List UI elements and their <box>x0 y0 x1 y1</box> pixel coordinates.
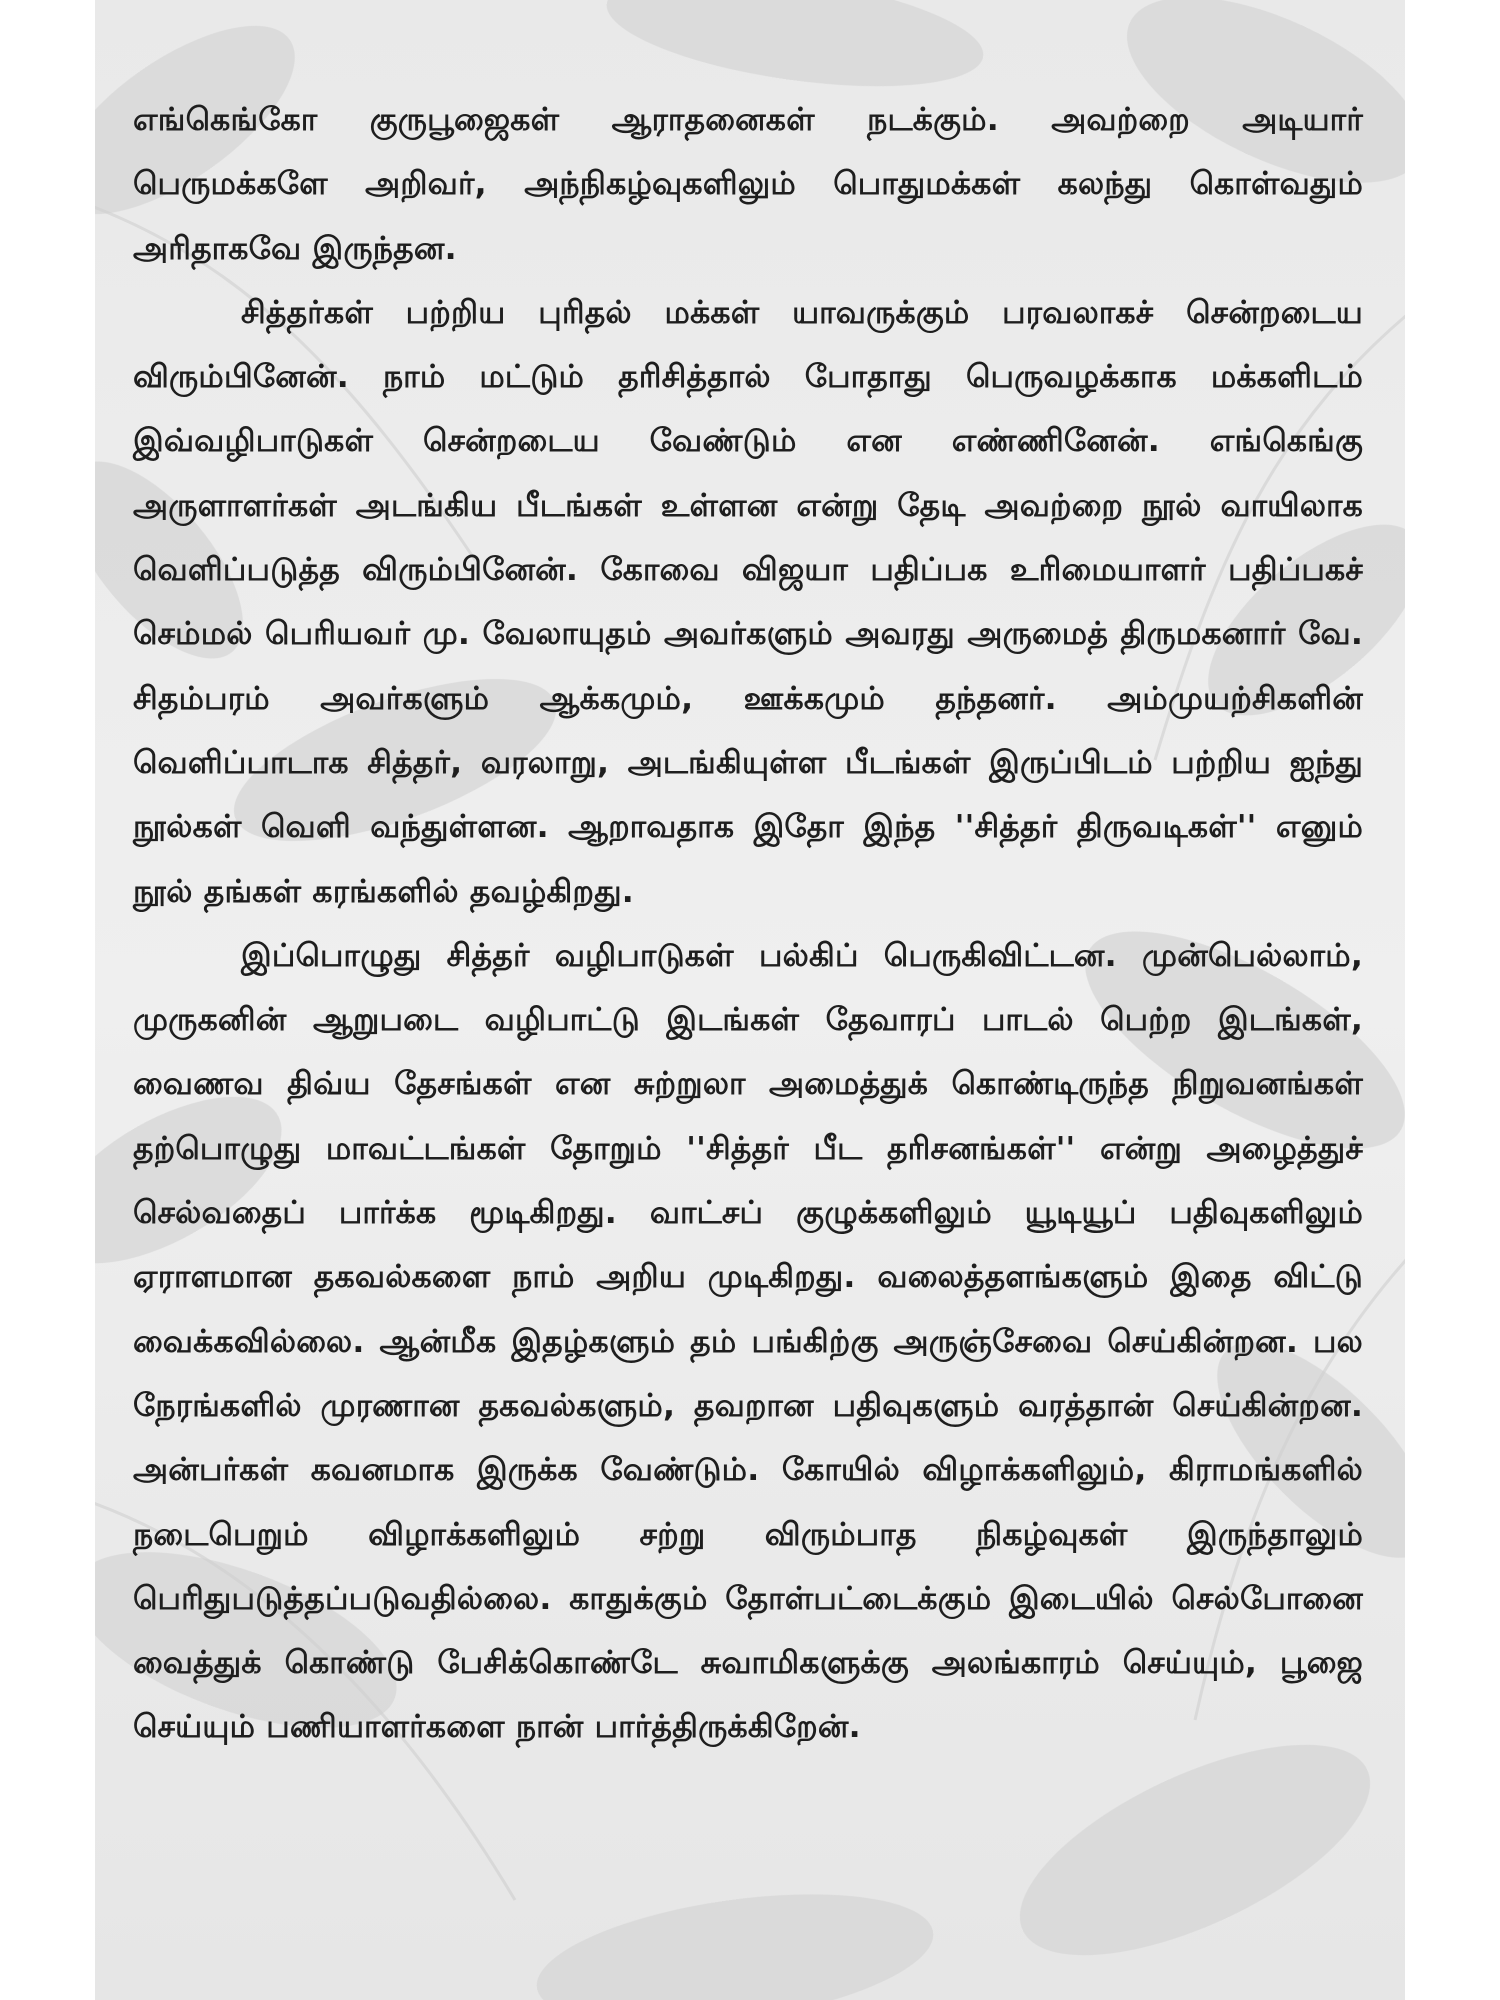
paragraph-2: சித்தர்கள் பற்றிய புரிதல் மக்கள் யாவருக்கும் பரவலாகச் சென்றடைய விரும்பினேன். நாம் மட்டும் தரிசித்தால் போதாது பெருவழக்காக மக்களிடம் இவ்வழிபாடுகள் சென்றடைய வேண்டும் என எண்ணினேன். எங்கெங்கு அருளாளர்கள் அடங்கிய பீடங்கள் உள்ளன என்று தேடி அவற்றை நூல் வாயிலாக வெளிப்படுத்த விரும்பினேன். கோவை விஜயா பதிப்பக உரிமையாளர் பதிப்பகச் செம்மல் பெரியவர் மு. வேலாயுதம் அவர்களும் அவரது அருமைத் திருமகனார் வே. சிதம்பரம் அவர்களும் ஆக்கமும், ஊக்கமும் தந்தனர். அம்முயற்சிகளின் வெளிப்பாடாக சித்தர், வரலாறு, அடங்கியுள்ள பீடங்கள் இருப்பிடம் பற்றிய ஐந்து நூல்கள் வெளி வந்துள்ளன. ஆறாவதாக இதோ இந்த ''சித்தர் திருவடிகள்'' எனும் நூல் தங்கள் கரங்களில் தவழ்கிறது. <box>133 294 1363 910</box>
book-page <box>95 0 1405 2000</box>
paragraph-1: எங்கெங்கோ குருபூஜைகள் ஆராதனைகள் நடக்கும். அவற்றை அடியார் பெருமக்களே அறிவர், அந்நிகழ்வுகளிலும் பொதுமக்கள் கலந்து கொள்வதும் அரிதாகவே இருந்தன. <box>133 102 1363 267</box>
paragraph-3: இப்பொழுது சித்தர் வழிபாடுகள் பல்கிப் பெருகிவிட்டன. முன்பெல்லாம், முருகனின் ஆறுபடை வழிபாட்டு இடங்கள் தேவாரப் பாடல் பெற்ற இடங்கள், வைணவ திவ்ய தேசங்கள் என சுற்றுலா அமைத்துக் கொண்டிருந்த நிறுவனங்கள் தற்பொழுது மாவட்டங்கள் தோறும் ''சித்தர் பீட தரிசனங்கள்'' என்று அழைத்துச் செல்வதைப் பார்க்க மூடிகிறது. வாட்சப் குழுக்களிலும் யூடியூப் பதிவுகளிலும் ஏராளமான தகவல்களை நாம் அறிய முடிகிறது. வலைத்தளங்களும் இதை விட்டு வைக்கவில்லை. ஆன்மீக இதழ்களும் தம் பங்கிற்கு அருஞ்சேவை செய்கின்றன. பல நேரங்களில் முரணான தகவல்களும், தவறான பதிவுகளும் வரத்தான் செய்கின்றன. அன்பர்கள் கவனமாக இருக்க வேண்டும். கோயில் விழாக்களிலும், கிராமங்களில் நடைபெறும் விழாக்களிலும் சற்று விரும்பாத நிகழ்வுகள் இருந்தாலும் பெரிதுபடுத்தப்படுவதில்லை. காதுக்கும் தோள்பட்டைக்கும் இடையில் செல்போனை வைத்துக் கொண்டு பேசிக்கொண்டே சுவாமிகளுக்கு அலங்காரம் செய்யும், பூஜை செய்யும் பணியாளர்களை நான் பார்த்திருக்கிறேன். <box>133 937 1363 1746</box>
body-text <box>133 88 1363 1760</box>
